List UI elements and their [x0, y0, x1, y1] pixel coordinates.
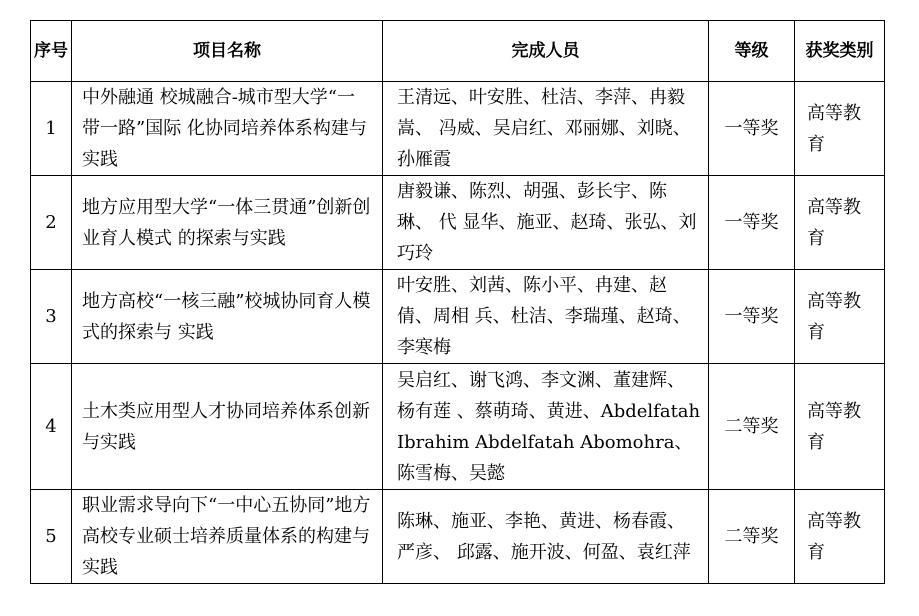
cell-members: 陈琳、施亚、李艳、黄进、杨春霞、严彦、 邱露、施开波、何盈、袁红萍: [383, 490, 709, 584]
cell-category: 高等教育: [795, 82, 885, 176]
header-level: 等级: [709, 21, 795, 82]
cell-members: 王清远、叶安胜、杜洁、李萍、冉毅嵩、 冯威、吴启红、邓丽娜、刘晓、孙雁霞: [383, 82, 709, 176]
cell-members: 吴启红、谢飞鸿、李文渊、董建辉、杨有莲 、蔡萌琦、黄进、Abdelfatah Ibrahim Abdelfatah Abomohra、陈雪梅、吴懿: [383, 364, 709, 490]
header-members: 完成人员: [383, 21, 709, 82]
cell-level: 一等奖: [709, 176, 795, 270]
cell-project-name: 中外融通 校城融合-城市型大学“一带一路”国际 化协同培养体系构建与实践: [72, 82, 383, 176]
cell-seq: 3: [31, 270, 72, 364]
cell-seq: 5: [31, 490, 72, 584]
cell-category: 高等教育: [795, 270, 885, 364]
header-category: 获奖类别: [795, 21, 885, 82]
cell-members: 叶安胜、刘茜、陈小平、冉建、赵倩、周相 兵、杜洁、李瑞瑾、赵琦、李寒梅: [383, 270, 709, 364]
header-seq: 序号: [31, 21, 72, 82]
cell-category: 高等教育: [795, 364, 885, 490]
cell-seq: 1: [31, 82, 72, 176]
cell-project-name: 土木类应用型人才协同培养体系创新与实践: [72, 364, 383, 490]
cell-members: 唐毅谦、陈烈、胡强、彭长宇、陈琳、 代 显华、施亚、赵琦、张弘、刘巧玲: [383, 176, 709, 270]
cell-level: 一等奖: [709, 82, 795, 176]
table-row: [31, 490, 885, 584]
cell-seq: 4: [31, 364, 72, 490]
header-row: [31, 21, 885, 82]
cell-project-name: 地方高校“一核三融”校城协同育人模式的探索与 实践: [72, 270, 383, 364]
cell-level: 二等奖: [709, 490, 795, 584]
cell-category: 高等教育: [795, 490, 885, 584]
cell-level: 一等奖: [709, 270, 795, 364]
header-project-name: 项目名称: [72, 21, 383, 82]
cell-seq: 2: [31, 176, 72, 270]
table-row: [31, 82, 885, 176]
cell-project-name: 地方应用型大学“一体三贯通”创新创业育人模式 的探索与实践: [72, 176, 383, 270]
table-row: [31, 270, 885, 364]
awards-table: [30, 20, 885, 584]
cell-category: 高等教育: [795, 176, 885, 270]
cell-level: 二等奖: [709, 364, 795, 490]
cell-project-name: 职业需求导向下“一中心五协同”地方高校专业硕士培养质量体系的构建与实践: [72, 490, 383, 584]
table-row: [31, 176, 885, 270]
table-row: [31, 364, 885, 490]
